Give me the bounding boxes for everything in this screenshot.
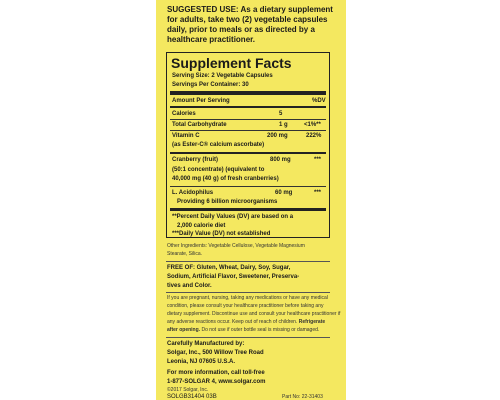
nutrient-detail: Providing 6 billion microorganisms — [177, 199, 278, 205]
thick-rule — [170, 91, 326, 95]
amount-header: Amount Per Serving — [172, 98, 230, 104]
nutrient-name: Calories — [172, 111, 196, 117]
nutrient-detail: (50:1 concentrate) (equivalent to — [172, 167, 265, 173]
nutrient-amount: 1 g — [279, 122, 288, 128]
warning-after-opening: after opening. — [167, 327, 201, 333]
warning-text: after opening. Do not use if outer bottle seal is missing or damaged. — [167, 327, 320, 333]
warning-refrigerate: Refrigerate — [298, 319, 326, 325]
part-number: Part No: 22-31403 — [282, 394, 323, 400]
other-ingredients: Stearate, Silica. — [167, 251, 203, 257]
warning-text: If you are pregnant, nursing, taking any medications or have any medical — [167, 295, 328, 301]
dv-header: %DV — [312, 98, 326, 104]
suggested-use-line: for adults, take two (2) vegetable capsules — [167, 15, 328, 24]
suggested-use-line: healthcare practitioner. — [167, 35, 256, 44]
other-ingredients: Other Ingredients: Vegetable Cellulose, Vegetable Magnesium — [167, 243, 305, 249]
free-of: Sodium, Artificial Flavor, Sweetener, Preserva- — [167, 274, 300, 280]
nutrient-detail: 40,000 mg (40 g) of fresh cranberries) — [172, 176, 279, 182]
nutrient-name: L. Acidophilus — [172, 190, 214, 196]
servings-per-container: Servings Per Container: 30 — [172, 82, 249, 88]
serving-size: Serving Size: 2 Vegetable Capsules — [172, 73, 273, 79]
nutrient-name: Vitamin C — [172, 133, 200, 139]
nutrient-detail: (as Ester-C® calcium ascorbate) — [172, 142, 265, 148]
footnote: ***Daily Value (DV) not established — [172, 231, 271, 237]
nutrient-amount: 200 mg — [267, 133, 288, 139]
nutrient-amount: 5 — [279, 111, 283, 117]
suggested-use-line: daily, prior to meals or as directed by a — [167, 25, 315, 34]
suggested-use-line: SUGGESTED USE: As a dietary supplement — [167, 5, 333, 14]
nutrient-dv: 222% — [306, 133, 322, 139]
nutrient-name: Cranberry (fruit) — [172, 157, 219, 163]
warning-text: condition, please consult your healthcare practitioner before taking any — [167, 303, 324, 309]
contact-info: For more information, call toll-free — [167, 370, 265, 376]
section-divider — [166, 261, 330, 262]
row-divider — [170, 119, 326, 120]
footnote: **Percent Daily Values (DV) are based on a — [172, 214, 294, 220]
free-of: FREE OF: Gluten, Wheat, Dairy, Soy, Sugar, — [167, 265, 291, 271]
manufacturer: Carefully Manufactured by: — [167, 341, 245, 347]
copyright: ©2017 Solgar, Inc. — [167, 387, 209, 393]
medium-rule — [170, 152, 326, 154]
supplement-facts-title: Supplement Facts — [171, 55, 292, 71]
lot-code: SOLGB31404 03B — [167, 394, 217, 400]
contact-info: 1-877-SOLGAR 4, www.solgar.com — [167, 379, 266, 385]
nutrient-amount: 800 mg — [270, 157, 291, 163]
nutrient-amount: 60 mg — [275, 190, 293, 196]
warning-text: any adverse reactions occur. Keep out of reach of children. Refrigerate — [167, 319, 326, 325]
free-of: tives and Color. — [167, 283, 212, 289]
footnote: 2,000 calorie diet — [177, 223, 226, 229]
medium-rule — [170, 106, 326, 108]
nutrient-dv: <1%** — [304, 122, 321, 128]
section-divider — [166, 292, 330, 293]
section-divider — [166, 337, 330, 338]
warning-text: dietary supplement. Discontinue use and consult your healthcare practitioner if — [167, 311, 341, 317]
row-divider — [170, 186, 326, 187]
nutrient-dv: *** — [314, 157, 322, 163]
nutrient-dv: *** — [314, 190, 322, 196]
row-divider — [170, 130, 326, 131]
nutrient-name: Total Carbohydrate — [172, 122, 227, 128]
manufacturer: Leonia, NJ 07605 U.S.A. — [167, 359, 236, 365]
manufacturer: Solgar, Inc., 500 Willow Tree Road — [167, 350, 264, 356]
thick-rule — [170, 208, 326, 211]
